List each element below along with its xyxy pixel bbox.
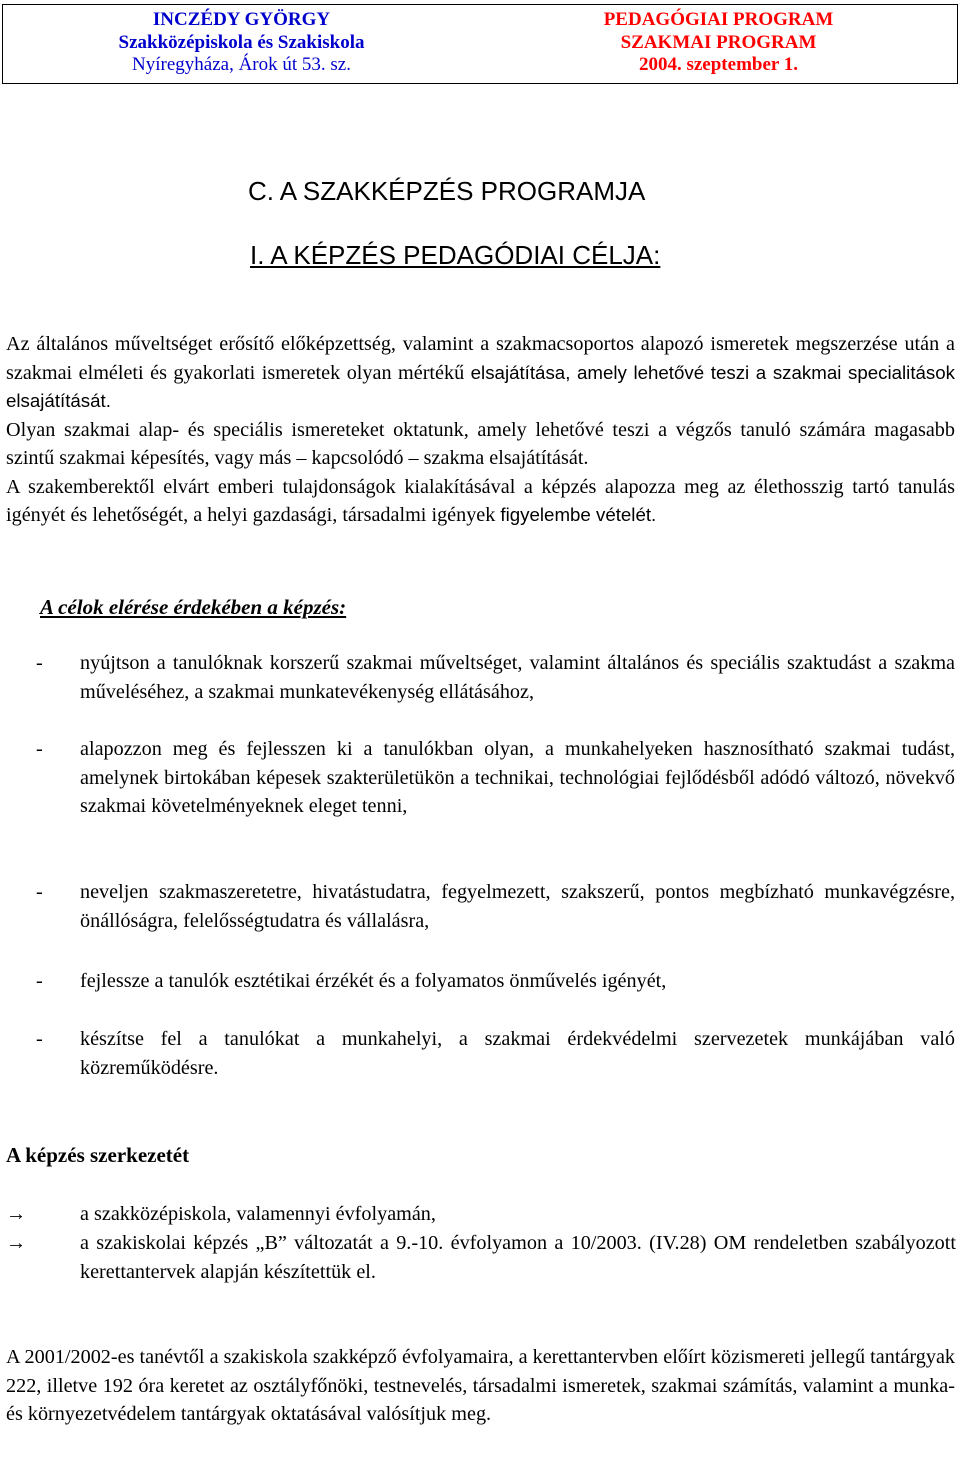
goal-text: alapozzon meg és fejlesszen ki a tanulókban olyan, a munkahelyeken hasznosítható szakmai tudást, amelynek birtokában képesek szakterületükön a technikai, technológiai fejlődésből adódó változó, növekvő szakmai követelményeknek eleget tenni, <box>80 738 955 817</box>
goal-text: fejlessze a tanulók esztétikai érzékét és a folyamatos önművelés igényét, <box>80 970 667 992</box>
program-info <box>480 5 957 83</box>
intro-paragraph-3: A szakemberektől elvárt emberi tulajdonságok kialakításával a képzés alapozza meg az élethosszig tartó tanulás igényét és lehetőségét, a helyi gazdasági, társadalmi igények figyelembe vételét. <box>6 475 955 526</box>
dash-marker: - <box>36 881 43 903</box>
program-name: PEDAGÓGIAI PROGRAM <box>603 9 834 30</box>
dash-marker: - <box>36 1028 43 1050</box>
intro-paragraph-1: Az általános műveltséget erősítő előképzettség, valamint a szakmacsoportos alapozó ismeretek megszerzése után a szakmai elméleti és gyakorlati ismeretek olyan mértékű elsajátítása, amely lehetővé teszi a szakmai specialitások elsajátítását. <box>6 333 955 411</box>
structure-text: a szakközépiskola, valamennyi évfolyamán, <box>80 1203 436 1225</box>
intro-paragraph-2: Olyan szakmai alap- és speciális ismereteket oktatunk, amely lehetővé teszi a végzős tanuló számára magasabb szintű szakmai képesítés, vagy más – kapcsolódó – szakma elsajátítását. <box>6 418 955 469</box>
closing-paragraph: A 2001/2002-es tanévtől a szakiskola szakképző évfolyamaira, a kerettantervben előírt közismereti jellegű tantárgyak 222, illetve 192 óra keretet az osztályfőnöki, testnevelés, társadalmi ismeretek, szakmai számítás, valamint a munka- és környezetvédelem tantárgyak oktatásával valósítjuk meg. <box>6 1346 955 1425</box>
arrow-icon: → <box>6 1232 27 1254</box>
dash-marker: - <box>36 970 43 992</box>
intro-text <box>6 330 955 530</box>
section-title: I. A KÉPZÉS PEDAGÓDIAI CÉLJA: <box>250 240 661 270</box>
page-header <box>2 4 958 84</box>
structure-heading: A képzés szerkezetét <box>6 1143 190 1167</box>
arrow-icon: → <box>6 1203 27 1225</box>
school-type: Szakközépiskola és Szakiskola <box>118 31 365 53</box>
goals-heading: A célok elérése érdekében a képzés: <box>40 595 347 619</box>
program-date: 2004. szeptember 1. <box>638 54 798 75</box>
goal-text: nyújtson a tanulóknak korszerű szakmai műveltséget, valamint általános és speciális szaktudást a szakma műveléséhez, a szakmai munkatevékenység ellátásához, <box>80 652 955 703</box>
goal-text: neveljen szakmaszeretetre, hivatástudatra, fegyelmezett, szakszerű, pontos megbízható munkavégzésre, önállóságra, felelősségtudatra és vállalásra, <box>80 881 955 932</box>
goal-text: készítse fel a tanulókat a munkahelyi, a szakmai érdekvédelmi szervezetek munkájában való közreműködésre. <box>80 1028 955 1079</box>
document-title: C. A SZAKKÉPZÉS PROGRAMJA <box>248 176 646 206</box>
program-subname: SZAKMAI PROGRAM <box>620 31 817 53</box>
dash-marker: - <box>36 652 43 674</box>
school-name: INCZÉDY GYÖRGY <box>152 9 331 30</box>
dash-marker: - <box>36 738 43 760</box>
school-address: Nyíregyháza, Árok út 53. sz. <box>132 54 351 75</box>
school-info <box>3 5 480 83</box>
closing-text <box>6 1343 955 1429</box>
structure-text: a szakiskolai képzés „B” változatát a 9.-10. évfolyamon a 10/2003. (IV.28) OM rendeletben szabályozott kerettantervek alapján készítettük el. <box>80 1232 956 1283</box>
